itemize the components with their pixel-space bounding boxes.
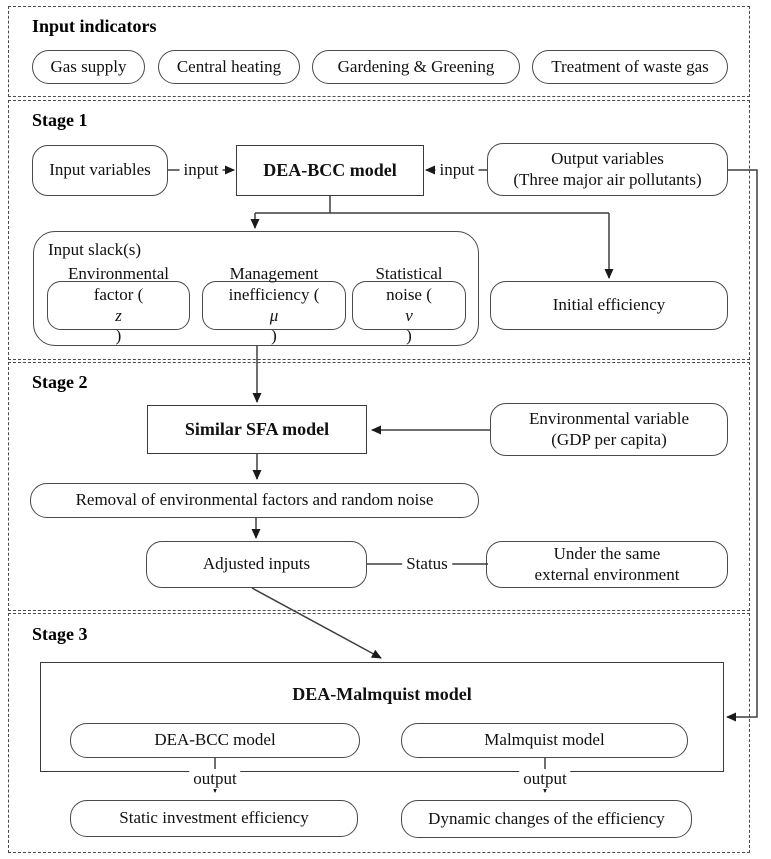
label-status: Status bbox=[402, 554, 452, 574]
pill-gardening-greening: Gardening & Greening bbox=[312, 50, 520, 84]
box-under-same-environment: Under the same external environment bbox=[486, 541, 728, 588]
pill-gas-supply: Gas supply bbox=[32, 50, 145, 84]
input-slacks-title: Input slack(s) bbox=[48, 240, 142, 259]
pill-treatment-waste-gas: Treatment of waste gas bbox=[532, 50, 728, 84]
input-indicators-title: Input indicators bbox=[32, 16, 157, 36]
box-malmquist-model: Malmquist model bbox=[401, 723, 688, 758]
box-dynamic-efficiency: Dynamic changes of the efficiency bbox=[401, 800, 692, 838]
box-dea-bcc-model-stage3: DEA-BCC model bbox=[70, 723, 360, 758]
label-input-right: input bbox=[436, 160, 479, 180]
pill-central-heating: Central heating bbox=[158, 50, 300, 84]
box-input-variables: Input variables bbox=[32, 145, 168, 196]
stage3-title: Stage 3 bbox=[32, 624, 88, 644]
box-management-inefficiency: Management inefficiency ( μ ) bbox=[202, 281, 346, 330]
box-static-efficiency: Static investment efficiency bbox=[70, 800, 358, 837]
box-statistical-noise: Statistical noise ( v ) bbox=[352, 281, 466, 330]
box-dea-bcc-model-stage1: DEA-BCC model bbox=[236, 145, 424, 196]
box-environmental-variable: Environmental variable (GDP per capita) bbox=[490, 403, 728, 456]
box-similar-sfa-model: Similar SFA model bbox=[147, 405, 367, 454]
label-input-left: input bbox=[180, 160, 223, 180]
box-removal: Removal of environmental factors and random noise bbox=[30, 483, 479, 518]
box-initial-efficiency: Initial efficiency bbox=[490, 281, 728, 330]
box-adjusted-inputs: Adjusted inputs bbox=[146, 541, 367, 588]
box-output-variables: Output variables (Three major air pollutants) bbox=[487, 143, 728, 196]
label-output-right: output bbox=[519, 769, 570, 789]
label-output-left: output bbox=[189, 769, 240, 789]
dea-malmquist-title: DEA-Malmquist model bbox=[292, 684, 472, 704]
box-environmental-factor: Environmental factor ( z ) bbox=[47, 281, 190, 330]
stage1-title: Stage 1 bbox=[32, 110, 88, 130]
stage2-title: Stage 2 bbox=[32, 372, 88, 392]
